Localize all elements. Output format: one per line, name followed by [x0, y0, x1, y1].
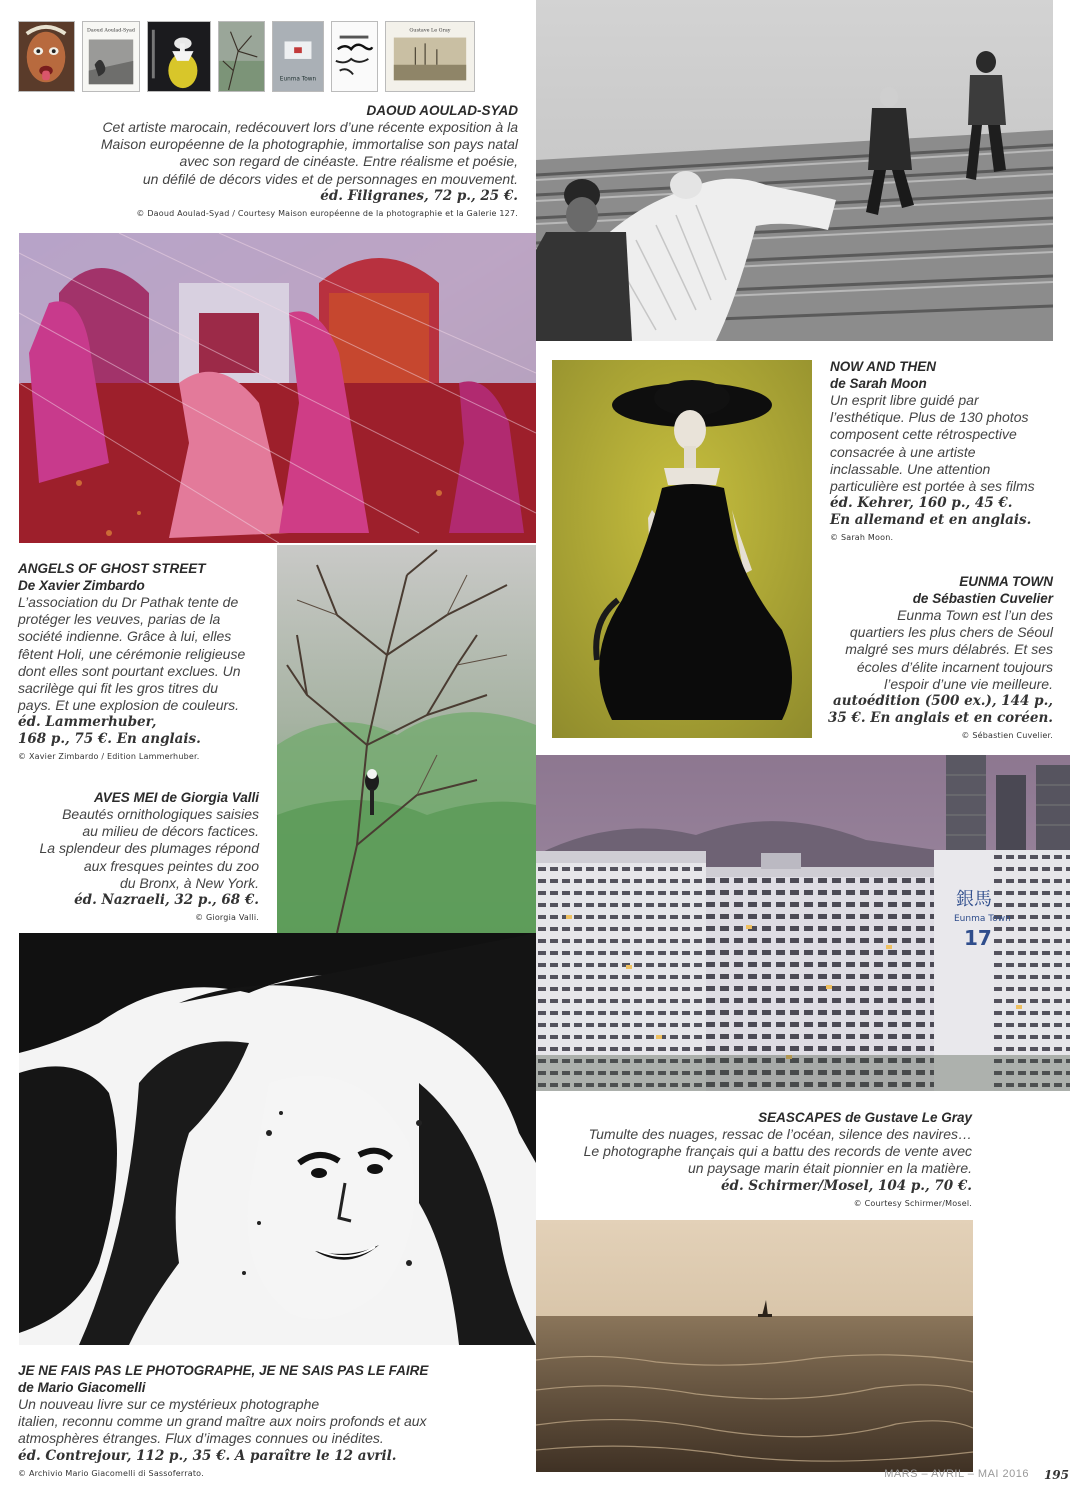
giacomelli-edition: éd. Contrejour, 112 p., 35 €. A paraître le 12 avril.	[18, 1447, 397, 1464]
now-and-then-title: NOW AND THEN	[830, 359, 936, 374]
thumb-seascapes-cover-text: Gustave Le Gray	[409, 27, 451, 34]
eunma-edition: autoédition (500 ex.), 144 p.,	[833, 693, 1053, 710]
caption-now-and-then	[830, 358, 1060, 544]
page-number: 195	[1043, 1468, 1069, 1482]
thumb-face-portrait	[18, 21, 75, 92]
caption-angels	[18, 560, 273, 763]
thumb-eunma-cover-text: Eunma Town	[279, 76, 317, 83]
photo-aves-mei	[277, 545, 536, 933]
angels-body-line: société indienne. Grâce à lui, elles	[18, 628, 232, 645]
eunma-edition: 35 €. En anglais et en coréen.	[827, 710, 1053, 727]
angels-title: ANGELS OF GHOST STREET	[18, 561, 206, 576]
seascapes-edition: éd. Schirmer/Mosel, 104 p., 70 €.	[720, 1177, 972, 1194]
now-and-then-body-line: l’esthétique. Plus de 130 photos	[830, 409, 1029, 426]
seascapes-body-line: Le photographe français qui a battu des records de vente avec	[583, 1143, 972, 1160]
seascapes-body-line: un paysage marin était pionnier en la matière.	[687, 1160, 972, 1177]
aves-body-line: au milieu de décors factices.	[82, 823, 259, 840]
issue-date: MARS – AVRIL – MAI 2016	[884, 1468, 1029, 1480]
now-and-then-body-line: composent cette rétrospective	[830, 426, 1017, 443]
daoud-body-line: avec son regard de cinéaste. Entre réalisme et poésie,	[179, 153, 518, 170]
daoud-body-line: un défilé de décors vides et de personnages en mouvement.	[142, 170, 518, 187]
aves-body-line: Beautés ornithologiques saisies	[62, 806, 259, 822]
giacomelli-author: de Mario Giacomelli	[18, 1380, 146, 1395]
angels-edition: éd. Lammerhuber,	[18, 714, 157, 731]
caption-daoud	[20, 102, 518, 220]
daoud-credit: © Daoud Aoulad-Syad / Courtesy Maison européenne de la photographie et la Galerie 127.	[136, 208, 518, 218]
aves-body-line: du Bronx, à New York.	[119, 874, 259, 891]
photo-seascapes	[536, 1220, 973, 1472]
eunma-sign-number: 17	[964, 926, 992, 950]
photo-angels-holi	[19, 233, 536, 543]
now-and-then-body-line: consacrée à une artiste	[830, 443, 976, 460]
angels-body-line: sacrilège qui fit les gros titres du	[18, 680, 218, 697]
eunma-body-line: malgré ses murs délabrés. Et ses	[845, 641, 1053, 658]
angels-body-line: dont elles sont pourtant exclues. Un	[18, 662, 241, 679]
eunma-body-line: écoles d’élite incarnent toujours	[856, 658, 1053, 675]
angels-edition: 168 p., 75 €. En anglais.	[18, 731, 201, 748]
daoud-edition: éd. Filigranes, 72 p., 25 €.	[320, 187, 518, 204]
eunma-sign-hanzi: 銀馬	[956, 889, 992, 910]
angels-credit: © Xavier Zimbardo / Edition Lammerhuber.	[18, 752, 200, 762]
now-and-then-body-line: Un esprit libre guidé par	[830, 392, 979, 408]
now-and-then-edition: En allemand et en anglais.	[830, 512, 1032, 529]
photo-giacomelli	[19, 933, 536, 1345]
aves-body-line: La splendeur des plumages répond	[39, 840, 259, 857]
eunma-sign-label: Eunma Town	[954, 914, 1011, 924]
angels-body-line: protéger les veuves, parias de la	[18, 611, 221, 628]
angels-body-line: pays. Et une explosion de couleurs.	[18, 697, 240, 714]
eunma-credit: © Sébastien Cuvelier.	[961, 731, 1053, 741]
thumb-daoud-book	[82, 21, 140, 92]
daoud-body-line: Maison européenne de la photographie, immortalise son pays natal	[100, 136, 518, 153]
daoud-body-line: Cet artiste marocain, redécouvert lors d’une récente exposition à la	[102, 119, 518, 135]
now-and-then-edition: éd. Kehrer, 160 p., 45 €.	[830, 495, 1013, 512]
seascapes-body-line: Tumulte des nuages, ressac de l’océan, silence des navires…	[588, 1126, 972, 1142]
photo-sarah-moon	[552, 360, 812, 738]
aves-body-line: aux fresques peintes du zoo	[83, 857, 259, 874]
eunma-body-line: Eunma Town est l’un des	[897, 607, 1053, 623]
thumb-giacomelli-book	[331, 21, 378, 92]
now-and-then-body-line: particulière est portée à ses films	[830, 478, 1035, 495]
giacomelli-body-line: atmosphères étranges. Flux d’images connues ou inédites.	[18, 1430, 384, 1447]
eunma-title: EUNMA TOWN	[959, 574, 1053, 589]
daoud-title: DAOUD AOULAD-SYAD	[366, 103, 518, 118]
seascapes-title: SEASCAPES de Gustave Le Gray	[758, 1110, 972, 1125]
thumb-eunma-town-book	[272, 21, 324, 92]
thumb-sarah-moon-book	[147, 21, 211, 92]
thumb-daoud-cover-text: Daoud Aoulad-Syad	[87, 28, 135, 34]
caption-giacomelli	[18, 1362, 528, 1480]
caption-seascapes	[540, 1109, 972, 1210]
angels-body-line: L’association du Dr Pathak tente de	[18, 594, 239, 610]
thumb-aves-mei-book	[218, 21, 265, 92]
eunma-body-line: quartiers les plus chers de Séoul	[849, 624, 1053, 641]
aves-edition: éd. Nazraeli, 32 p., 68 €.	[74, 892, 259, 909]
seascapes-credit: © Courtesy Schirmer/Mosel.	[853, 1198, 972, 1208]
aves-credit: © Giorgia Valli.	[195, 913, 259, 923]
giacomelli-body-line: italien, reconnu comme un grand maître aux noirs profonds et aux	[18, 1413, 427, 1430]
giacomelli-credit: © Archivio Mario Giacomelli di Sassoferrato.	[18, 1468, 204, 1478]
thumb-seascapes-book	[385, 21, 475, 92]
now-and-then-body-line: inclassable. Une attention	[830, 460, 991, 477]
angels-author: De Xavier Zimbardo	[18, 578, 145, 593]
caption-aves-mei	[18, 789, 259, 924]
giacomelli-body-line: Un nouveau livre sur ce mystérieux photographe	[18, 1396, 320, 1412]
eunma-author: de Sébastien Cuvelier	[912, 591, 1053, 606]
aves-title: AVES MEI de Giorgia Valli	[93, 790, 259, 805]
now-and-then-credit: © Sarah Moon.	[830, 533, 894, 543]
photo-eunma-town	[536, 755, 1070, 1091]
now-and-then-author: de Sarah Moon	[830, 376, 927, 391]
giacomelli-title: JE NE FAIS PAS LE PHOTOGRAPHE, JE NE SAIS PAS LE FAIRE	[18, 1363, 429, 1378]
photo-daoud-stairs	[536, 0, 1053, 341]
angels-body-line: fêtent Holi, une cérémonie religieuse	[18, 645, 246, 662]
caption-eunma-town	[820, 573, 1053, 742]
eunma-body-line: l’espoir d’une vie meilleure.	[884, 675, 1053, 692]
